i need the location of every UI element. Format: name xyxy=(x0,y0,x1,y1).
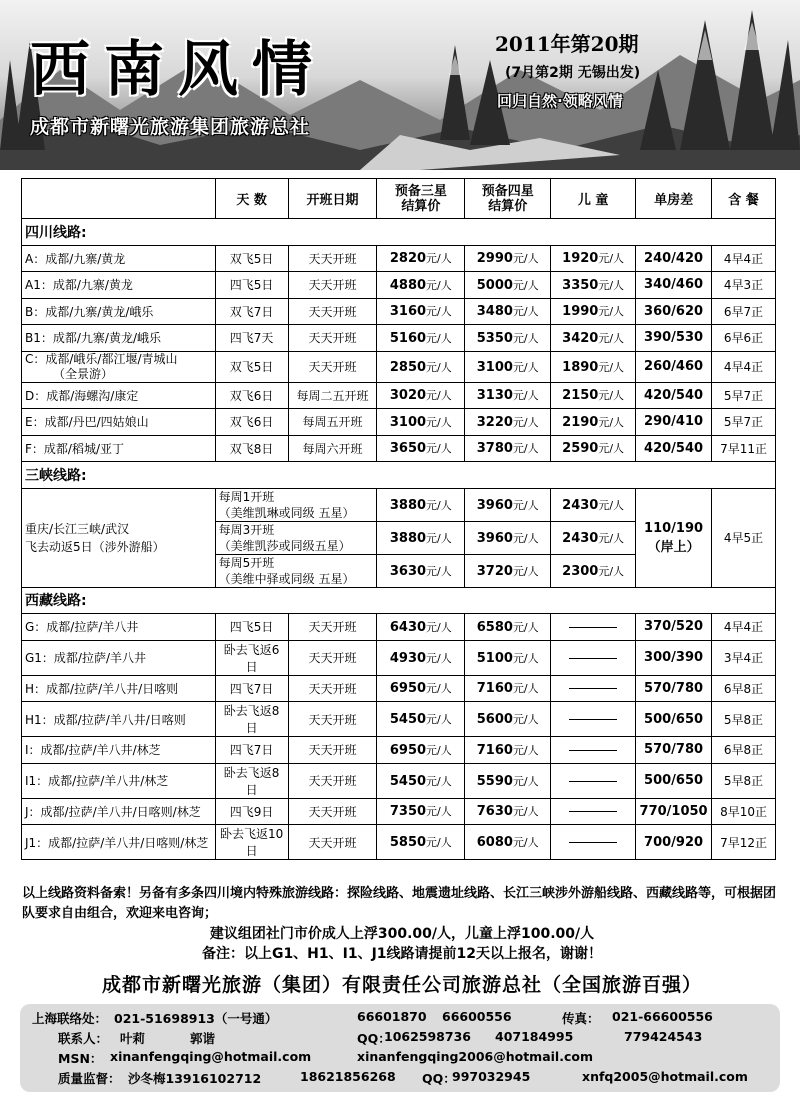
meals-cell: 6早8正 xyxy=(712,737,776,764)
quality-label: 质量监督： xyxy=(58,1071,121,1086)
price-3star-cell: 3880元/人 xyxy=(377,521,465,554)
schedule-cell xyxy=(215,488,377,521)
qq-number-4: 997032945 xyxy=(452,1069,531,1084)
price-4star-cell: 3220元/人 xyxy=(465,409,551,436)
col-header-price-3star: 预备三星 结算价 xyxy=(377,179,465,219)
qq-number-2: 407184995 xyxy=(495,1029,574,1044)
section-title-sanxia: 三峡线路: xyxy=(22,462,776,489)
price-4star-cell: 7160元/人 xyxy=(465,737,551,764)
days-cell: 四飞5日 xyxy=(215,272,288,299)
schedule-cell: 天天开班 xyxy=(288,298,377,325)
single-supplement-value: 110/190 xyxy=(644,520,704,536)
price-3star-cell: 4930元/人 xyxy=(377,640,465,675)
route-line-2: （全景游） xyxy=(53,366,114,381)
child-price-cell: 2430元/人 xyxy=(551,521,636,554)
route-cell: A1：成都/九寨/黄龙 xyxy=(22,272,216,299)
single-supplement-cell: 290/410 xyxy=(636,409,712,436)
msn-address-1: xinanfengqing@hotmail.com xyxy=(110,1049,312,1064)
meals-cell: 5早7正 xyxy=(712,382,776,409)
shanghai-label: 上海联络处： xyxy=(32,1011,108,1026)
meals-cell: 4早4正 xyxy=(712,351,776,382)
section-title-sichuan: 四川线路: xyxy=(22,219,776,246)
dash-line xyxy=(569,658,617,659)
single-supplement-cell: 570/780 xyxy=(636,675,712,702)
table-row xyxy=(22,825,776,860)
price-4star-cell: 3130元/人 xyxy=(465,382,551,409)
schedule-cell: 天天开班 xyxy=(288,737,377,764)
days-cell: 双飞7日 xyxy=(215,298,288,325)
fax-number: 021-66600556 xyxy=(612,1009,713,1024)
section-title-xizang: 西藏线路: xyxy=(22,587,776,614)
table-row xyxy=(22,325,776,352)
route-cell: I1：成都/拉萨/羊八井/林芝 xyxy=(22,763,216,798)
shanghai-phone-2: 66601870 xyxy=(357,1009,427,1024)
dash-line xyxy=(569,811,617,812)
route-line: C：成都/峨乐/都江堰/青城山 xyxy=(25,351,178,366)
meals-cell: 6早8正 xyxy=(712,675,776,702)
price-3star-cell: 6430元/人 xyxy=(377,614,465,641)
col-header-schedule: 开班日期 xyxy=(288,179,377,219)
price-4star-cell: 3960元/人 xyxy=(465,521,551,554)
email-address: xnfq2005@hotmail.com xyxy=(582,1069,748,1084)
child-price-cell: 3350元/人 xyxy=(551,272,636,299)
table-row xyxy=(22,737,776,764)
route-cell xyxy=(22,488,216,587)
single-supplement-cell: 770/1050 xyxy=(636,798,712,825)
child-price-cell xyxy=(551,798,636,825)
price-3star-cell: 6950元/人 xyxy=(377,675,465,702)
single-supplement-cell: 340/460 xyxy=(636,272,712,299)
dash-line xyxy=(569,842,617,843)
price-4star-cell: 5590元/人 xyxy=(465,763,551,798)
route-cell: H1：成都/拉萨/羊八井/日喀则 xyxy=(22,702,216,737)
schedule-cell xyxy=(215,554,377,587)
table-row xyxy=(22,702,776,737)
schedule-cell: 天天开班 xyxy=(288,798,377,825)
schedule-cell: 天天开班 xyxy=(288,614,377,641)
msn-address-2: xinanfengqing2006@hotmail.com xyxy=(357,1049,593,1064)
price-4star-cell: 3960元/人 xyxy=(465,488,551,521)
shanghai-phone-1: 021-51698913（一号通） xyxy=(114,1011,278,1026)
days-cell: 双飞8日 xyxy=(215,435,288,462)
price-4star-cell: 5350元/人 xyxy=(465,325,551,352)
price-4star-cell: 5100元/人 xyxy=(465,640,551,675)
single-supplement-note: （岸上） xyxy=(647,539,700,555)
price-4star-cell: 6580元/人 xyxy=(465,614,551,641)
schedule-cell: 天天开班 xyxy=(288,640,377,675)
table-row xyxy=(22,614,776,641)
dash-line xyxy=(569,781,617,782)
notes-block xyxy=(22,884,782,964)
table-header-row xyxy=(22,179,776,219)
route-cell: I：成都/拉萨/羊八井/林芝 xyxy=(22,737,216,764)
table-row xyxy=(22,675,776,702)
price-3star-cell: 5850元/人 xyxy=(377,825,465,860)
price-3star-cell: 5450元/人 xyxy=(377,763,465,798)
qq-label: QQ： xyxy=(357,1031,391,1046)
dash-line xyxy=(569,627,617,628)
ship-line: （美维中驿或同级 五星） xyxy=(218,571,355,586)
price-4star-cell: 3780元/人 xyxy=(465,435,551,462)
issue-number: 2011年第20期 xyxy=(495,32,639,56)
days-cell: 卧去飞返8日 xyxy=(215,763,288,798)
price-table xyxy=(21,178,776,860)
single-supplement-cell: 420/540 xyxy=(636,435,712,462)
table-row xyxy=(22,382,776,409)
qq-number-1: 1062598736 xyxy=(384,1029,471,1044)
price-4star-cell: 3480元/人 xyxy=(465,298,551,325)
price-3star-cell: 3650元/人 xyxy=(377,435,465,462)
child-price-cell: 2300元/人 xyxy=(551,554,636,587)
route-cell: D：成都/海螺沟/康定 xyxy=(22,382,216,409)
meals-cell: 8早10正 xyxy=(712,798,776,825)
price-3star-cell: 3880元/人 xyxy=(377,488,465,521)
table-row xyxy=(22,798,776,825)
days-cell: 双飞5日 xyxy=(215,245,288,272)
price-3star-cell: 5160元/人 xyxy=(377,325,465,352)
price-4star-cell: 7630元/人 xyxy=(465,798,551,825)
days-cell: 双飞6日 xyxy=(215,409,288,436)
days-cell: 四飞5日 xyxy=(215,614,288,641)
single-supplement-cell: 370/520 xyxy=(636,614,712,641)
child-price-cell: 2590元/人 xyxy=(551,435,636,462)
child-price-cell xyxy=(551,640,636,675)
route-cell: G：成都/拉萨/羊八井 xyxy=(22,614,216,641)
single-supplement-cell: 700/920 xyxy=(636,825,712,860)
days-cell: 卧去飞返10日 xyxy=(215,825,288,860)
single-supplement-cell: 300/390 xyxy=(636,640,712,675)
route-cell: B1：成都/九寨/黄龙/峨乐 xyxy=(22,325,216,352)
child-price-cell: 1890元/人 xyxy=(551,351,636,382)
meals-cell: 3早4正 xyxy=(712,640,776,675)
days-cell: 双飞5日 xyxy=(215,351,288,382)
child-price-cell xyxy=(551,763,636,798)
meals-cell: 4早4正 xyxy=(712,245,776,272)
schedule-cell: 天天开班 xyxy=(288,702,377,737)
child-price-cell: 2190元/人 xyxy=(551,409,636,436)
section-row-sanxia xyxy=(22,462,776,489)
contact-person-label: 联系人： xyxy=(58,1031,109,1046)
schedule-cell: 每周六开班 xyxy=(288,435,377,462)
meals-cell: 7早11正 xyxy=(712,435,776,462)
price-3star-cell: 2850元/人 xyxy=(377,351,465,382)
schedule-cell: 天天开班 xyxy=(288,325,377,352)
col-header-route xyxy=(22,179,216,219)
ship-line: （美维凯琳或同级 五星） xyxy=(218,505,355,520)
dash-line xyxy=(569,719,617,720)
ship-line: （美维凯莎或同级五星） xyxy=(218,538,351,553)
meals-cell: 5早8正 xyxy=(712,763,776,798)
meals-cell: 4早5正 xyxy=(712,488,776,587)
qq-number-3: 779424543 xyxy=(624,1029,703,1044)
issue-subtitle: (7月第2期 无锡出发) xyxy=(505,65,641,81)
child-price-cell xyxy=(551,825,636,860)
single-supplement-cell: 260/460 xyxy=(636,351,712,382)
single-supplement-cell: 500/650 xyxy=(636,763,712,798)
table-row xyxy=(22,763,776,798)
table-row xyxy=(22,298,776,325)
route-cell: J1：成都/拉萨/羊八井/日喀则/林芝 xyxy=(22,825,216,860)
child-price-cell: 3420元/人 xyxy=(551,325,636,352)
header-banner xyxy=(0,0,800,170)
days-cell: 双飞6日 xyxy=(215,382,288,409)
price-3star-cell: 3160元/人 xyxy=(377,298,465,325)
price-4star-cell: 3720元/人 xyxy=(465,554,551,587)
meals-cell: 5早7正 xyxy=(712,409,776,436)
route-line: 重庆/长江三峡/武汉 xyxy=(25,521,130,536)
schedule-line: 每周5开班 xyxy=(218,555,275,570)
single-supplement-cell: 570/780 xyxy=(636,737,712,764)
company-name: 成都市新曙光旅游（集团）有限责任公司旅游总社（全国旅游百强） xyxy=(101,974,702,996)
quality-phone: 18621856268 xyxy=(300,1069,396,1084)
table-row xyxy=(22,272,776,299)
child-price-cell xyxy=(551,675,636,702)
price-4star-cell: 7160元/人 xyxy=(465,675,551,702)
dash-line xyxy=(569,688,617,689)
table-row xyxy=(22,245,776,272)
price-3star-cell: 2820元/人 xyxy=(377,245,465,272)
col-header-single-supplement: 单房差 xyxy=(636,179,712,219)
single-supplement-cell: 500/650 xyxy=(636,702,712,737)
route-cell: A：成都/九寨/黄龙 xyxy=(22,245,216,272)
days-cell: 四飞7天 xyxy=(215,325,288,352)
section-row-xizang xyxy=(22,587,776,614)
contact-row-quality xyxy=(20,1069,780,1087)
contact-row-people xyxy=(20,1029,780,1047)
single-supplement-cell: 360/620 xyxy=(636,298,712,325)
meals-cell: 4早4正 xyxy=(712,614,776,641)
meals-cell: 6早6正 xyxy=(712,325,776,352)
col-header-price-4star: 预备四星 结算价 xyxy=(465,179,551,219)
child-price-cell: 1990元/人 xyxy=(551,298,636,325)
child-price-cell xyxy=(551,614,636,641)
schedule-cell: 天天开班 xyxy=(288,675,377,702)
contact-box xyxy=(20,1004,780,1092)
table-row xyxy=(22,409,776,436)
contact-row-msn xyxy=(20,1049,780,1067)
single-supplement-cell xyxy=(636,488,712,587)
price-3star-cell: 3630元/人 xyxy=(377,554,465,587)
notes-line-3: 备注：以上G1、H1、I1、J1线路请提前12天以上报名，谢谢！ xyxy=(201,946,603,962)
price-3star-cell: 5450元/人 xyxy=(377,702,465,737)
table-row xyxy=(22,351,776,382)
single-supplement-cell: 240/420 xyxy=(636,245,712,272)
schedule-cell: 每周五开班 xyxy=(288,409,377,436)
days-cell: 卧去飞返8日 xyxy=(215,702,288,737)
fax-label: 传真： xyxy=(562,1011,600,1026)
qq-label-2: QQ： xyxy=(422,1071,456,1086)
price-3star-cell: 3100元/人 xyxy=(377,409,465,436)
route-cell: F：成都/稻城/亚丁 xyxy=(22,435,216,462)
col-header-child: 儿 童 xyxy=(551,179,636,219)
price-3star-cell: 4880元/人 xyxy=(377,272,465,299)
child-price-cell: 2150元/人 xyxy=(551,382,636,409)
price-4star-cell: 5600元/人 xyxy=(465,702,551,737)
route-cell: E：成都/丹巴/四姑娘山 xyxy=(22,409,216,436)
col-header-meals: 含 餐 xyxy=(712,179,776,219)
price-3star-cell: 3020元/人 xyxy=(377,382,465,409)
table-row xyxy=(22,488,776,521)
schedule-cell: 天天开班 xyxy=(288,272,377,299)
schedule-cell: 天天开班 xyxy=(288,245,377,272)
slogan: 回归自然·领略风情 xyxy=(497,92,623,110)
contact-row-shanghai xyxy=(20,1009,780,1027)
price-3star-cell: 7350元/人 xyxy=(377,798,465,825)
msn-label: MSN： xyxy=(58,1051,103,1066)
col-header-days: 天 数 xyxy=(215,179,288,219)
route-cell: H：成都/拉萨/羊八井/日喀则 xyxy=(22,675,216,702)
schedule-cell xyxy=(215,521,377,554)
schedule-line: 每周3开班 xyxy=(218,522,275,537)
route-cell: G1：成都/拉萨/羊八井 xyxy=(22,640,216,675)
price-3star-cell: 6950元/人 xyxy=(377,737,465,764)
meals-cell: 6早7正 xyxy=(712,298,776,325)
company-banner-text: 成都市新曙光旅游集团旅游总社 xyxy=(30,116,311,138)
child-price-cell: 2430元/人 xyxy=(551,488,636,521)
schedule-line: 每周1开班 xyxy=(218,489,275,504)
route-cell xyxy=(22,351,216,382)
schedule-cell: 每周二五开班 xyxy=(288,382,377,409)
contact-person-2: 郭谐 xyxy=(190,1031,216,1046)
shanghai-phone-3: 66600556 xyxy=(442,1009,512,1024)
quality-person: 沙冬梅13916102712 xyxy=(128,1071,262,1086)
price-4star-cell: 6080元/人 xyxy=(465,825,551,860)
table-row xyxy=(22,640,776,675)
child-price-cell xyxy=(551,737,636,764)
page-title: 西南风情 xyxy=(30,35,326,105)
schedule-cell: 天天开班 xyxy=(288,351,377,382)
price-4star-cell: 3100元/人 xyxy=(465,351,551,382)
days-cell: 四飞7日 xyxy=(215,737,288,764)
route-line-2: 飞去动返5日（涉外游船） xyxy=(25,539,165,554)
notes-line-2: 建议组团社门市价成人上浮300.00/人，儿童上浮100.00/人 xyxy=(209,926,595,942)
notes-line-1: 以上线路资料备索！另备有多条四川境内特殊旅游线路：探险线路、地震遗址线路、长江三峡涉外游船线路、西藏线路等，可根据团队要求自由组合，欢迎来电咨询； xyxy=(22,886,777,921)
child-price-cell xyxy=(551,702,636,737)
days-cell: 四飞9日 xyxy=(215,798,288,825)
days-cell: 卧去飞返6日 xyxy=(215,640,288,675)
schedule-cell: 天天开班 xyxy=(288,825,377,860)
schedule-cell: 天天开班 xyxy=(288,763,377,798)
route-cell: J：成都/拉萨/羊八井/日喀则/林芝 xyxy=(22,798,216,825)
dash-line xyxy=(569,750,617,751)
single-supplement-cell: 390/530 xyxy=(636,325,712,352)
route-cell: B：成都/九寨/黄龙/峨乐 xyxy=(22,298,216,325)
meals-cell: 5早8正 xyxy=(712,702,776,737)
table-row xyxy=(22,435,776,462)
days-cell: 四飞7日 xyxy=(215,675,288,702)
single-supplement-cell: 420/540 xyxy=(636,382,712,409)
price-4star-cell: 2990元/人 xyxy=(465,245,551,272)
price-4star-cell: 5000元/人 xyxy=(465,272,551,299)
child-price-cell: 1920元/人 xyxy=(551,245,636,272)
contact-person-1: 叶莉 xyxy=(120,1031,146,1046)
meals-cell: 4早3正 xyxy=(712,272,776,299)
section-row-sichuan xyxy=(22,219,776,246)
meals-cell: 7早12正 xyxy=(712,825,776,860)
